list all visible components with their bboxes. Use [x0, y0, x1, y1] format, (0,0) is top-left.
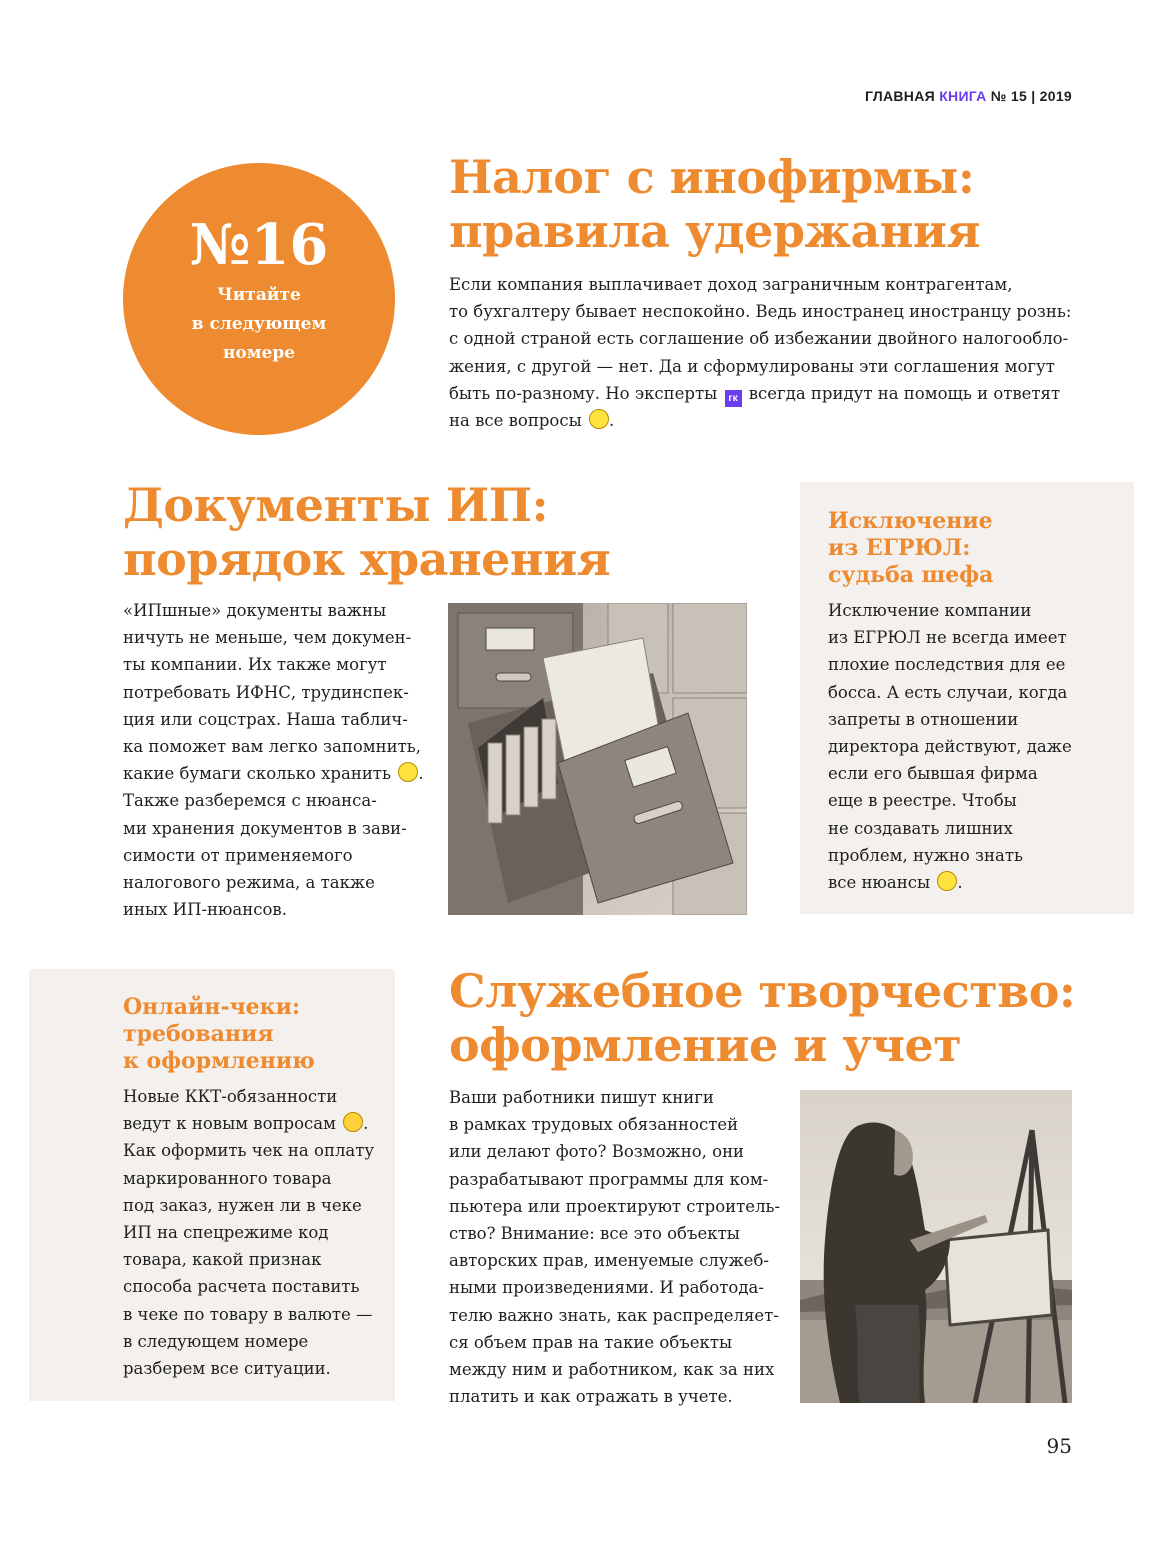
text-line: в рамках трудовых обязанностей	[449, 1115, 739, 1135]
painter-photo	[800, 1090, 1072, 1403]
text-line: маркированного товара	[123, 1168, 332, 1188]
text-line: или делают фото? Возможно, они	[449, 1142, 745, 1162]
text-line	[123, 1110, 374, 1137]
title-line: правила удержания	[449, 204, 981, 258]
text-line: директора действуют, даже	[828, 737, 1072, 757]
text-line: телю важно знать, как распределяет-	[449, 1305, 779, 1325]
text-fragment: какие бумаги сколько хранить	[123, 764, 391, 784]
title-line: Служебное творчество:	[449, 964, 1076, 1018]
text-line: пьютера или проектируют строитель-	[449, 1196, 781, 1216]
text-line: ка поможет вам легко запомнить,	[123, 737, 421, 757]
title-line: требования	[123, 1021, 274, 1047]
article5-body	[449, 1084, 780, 1410]
text-line: разберем все ситуации.	[123, 1359, 331, 1379]
text-line: Если компания выплачивает доход заграничным контрагентам,	[449, 275, 1013, 294]
smiley-icon	[398, 762, 418, 782]
article4-body	[123, 1083, 374, 1382]
article1-body	[449, 271, 1071, 434]
text-line: еще в реестре. Чтобы	[828, 791, 1017, 811]
text-line: Также разберемся с нюанса-	[123, 791, 377, 811]
title-line: судьба шефа	[828, 562, 994, 588]
badge-caption-line: Читайте	[217, 285, 301, 305]
text-fragment: на все вопросы	[449, 411, 582, 431]
text-line	[449, 407, 1071, 434]
article1-title	[449, 150, 980, 258]
badge-caption	[123, 281, 395, 368]
text-line: разрабатывают программы для ком-	[449, 1169, 769, 1189]
text-line: в чеке по товару в валюте —	[123, 1304, 373, 1324]
text-line	[449, 380, 1071, 407]
article3-title	[828, 508, 993, 589]
brand-main: ГЛАВНАЯ	[864, 88, 935, 104]
article3-panel	[800, 482, 1134, 914]
text-line: симости от применяемого	[123, 845, 353, 865]
title-line: порядок хранения	[123, 532, 611, 586]
issue-label: № 15 | 2019	[990, 88, 1072, 104]
text-line: ся объем прав на такие объекты	[449, 1332, 733, 1352]
file-cabinet-photo	[448, 603, 747, 915]
text-line: Ваши работники пишут книги	[449, 1088, 714, 1107]
smiley-icon	[589, 409, 609, 429]
text-line: способа расчета поставить	[123, 1277, 360, 1297]
text-line: из ЕГРЮЛ не всегда имеет	[828, 628, 1067, 648]
text-line: иных ИП-нюансов.	[123, 900, 287, 920]
text-fragment: .	[363, 1114, 369, 1134]
text-line: Новые ККТ-обязанности	[123, 1087, 338, 1106]
text-fragment: .	[608, 411, 615, 431]
text-line: «ИПшные» документы важны	[123, 601, 387, 620]
text-line: налогового режима, а также	[123, 873, 375, 893]
text-line: ты компании. Их также могут	[123, 655, 387, 675]
text-line: проблем, нужно знать	[828, 845, 1024, 865]
brand-accent: КНИГА	[939, 88, 987, 104]
article4-panel	[29, 969, 395, 1401]
text-line: авторских прав, именуемые служеб-	[449, 1251, 769, 1271]
text-fragment: ведут к новым вопросам	[123, 1114, 336, 1134]
title-line: Документы ИП:	[123, 478, 549, 532]
text-line: не создавать лишних	[828, 818, 1013, 838]
text-line: в следующем номере	[123, 1331, 309, 1351]
title-line: Онлайн-чеки:	[123, 994, 301, 1020]
badge-caption-line: номере	[222, 343, 296, 363]
text-line: платить и как отражать в учете.	[449, 1387, 733, 1407]
text-fragment: .	[957, 873, 963, 893]
text-line: ция или соцстрах. Наша таблич-	[123, 709, 408, 729]
text-fragment: .	[418, 764, 424, 784]
text-fragment: быть по-разному. Но эксперты	[449, 383, 718, 403]
text-line: ИП на спецрежиме код	[123, 1223, 329, 1243]
text-line: запреты в отношении	[828, 709, 1019, 729]
gk-logo-icon: гк	[725, 390, 742, 407]
text-line	[123, 760, 423, 787]
text-fragment: всегда придут на помощь и ответят	[748, 383, 1061, 403]
title-line: из ЕГРЮЛ:	[828, 535, 971, 561]
text-line: то бухгалтеру бывает неспокойно. Ведь иностранец иностранцу рознь:	[449, 302, 1072, 322]
badge-number: №16	[189, 212, 329, 278]
text-line: плохие последствия для ее	[828, 655, 1066, 675]
title-line: оформление и учет	[449, 1018, 962, 1072]
text-line: с одной страной есть соглашение об избежании двойного налогообло-	[449, 329, 1069, 349]
article3-body	[828, 597, 1072, 896]
text-line: под заказ, нужен ли в чеке	[123, 1195, 362, 1215]
sad-face-icon	[343, 1112, 363, 1132]
text-line: Как оформить чек на оплату	[123, 1141, 375, 1161]
text-line: потребовать ИФНС, трудинспек-	[123, 682, 409, 702]
text-line: ничуть не меньше, чем докумен-	[123, 628, 412, 648]
next-issue-badge	[123, 163, 395, 435]
text-line: товара, какой признак	[123, 1250, 322, 1270]
text-line: ство? Внимание: все это объекты	[449, 1224, 740, 1244]
text-line: жения, с другой — нет. Да и сформулированы эти соглашения могут	[449, 356, 1055, 376]
title-line: Исключение	[828, 508, 993, 534]
article2-title	[123, 478, 610, 586]
text-line: ми хранения документов в зави-	[123, 818, 407, 838]
text-line: Исключение компании	[828, 601, 1032, 620]
badge-caption-line: в следующем	[191, 314, 327, 334]
title-line: Налог с инофирмы:	[449, 150, 975, 204]
text-line	[828, 869, 1072, 896]
text-line: босса. А есть случаи, когда	[828, 682, 1068, 702]
smiley-icon	[937, 871, 957, 891]
title-line: к оформлению	[123, 1048, 315, 1074]
text-line: если его бывшая фирма	[828, 764, 1038, 784]
running-header	[865, 88, 1072, 104]
article2-body	[123, 597, 423, 923]
text-line: ными произведениями. И работода-	[449, 1278, 764, 1298]
article4-title	[123, 994, 315, 1075]
page-number: 95	[1046, 1434, 1072, 1458]
text-fragment: все нюансы	[828, 873, 931, 893]
article5-title	[449, 964, 1075, 1072]
text-line: между ним и работником, как за них	[449, 1360, 775, 1380]
